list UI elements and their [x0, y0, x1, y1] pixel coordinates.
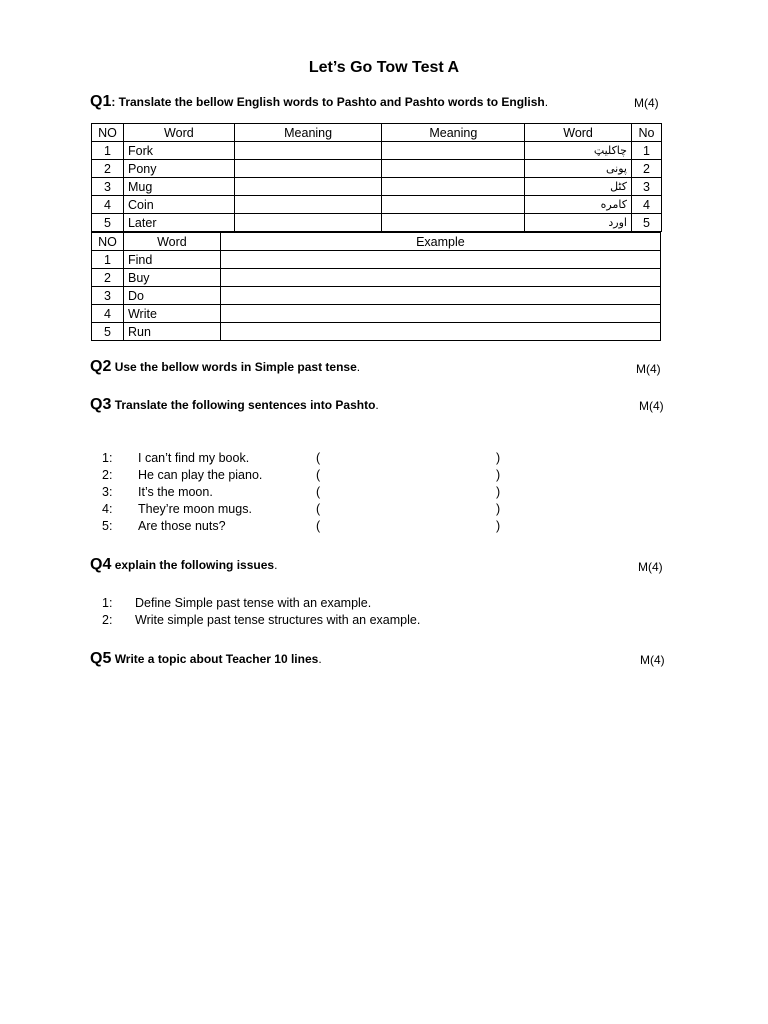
row-word: Later: [123, 214, 234, 232]
item-number: 5:: [102, 519, 113, 533]
q4-heading: [90, 556, 277, 574]
q3-heading: [90, 396, 379, 414]
row-no: 4: [92, 305, 124, 323]
row-no: 3: [631, 178, 661, 196]
q2-heading: [90, 358, 360, 376]
row-no: 4: [631, 196, 661, 214]
sentence-text: I can’t find my book.: [138, 451, 250, 465]
q1-end: .: [544, 95, 549, 109]
q1-text: : Translate the bellow English words to Pashto and Pashto words to English: [111, 95, 545, 109]
sentence-text: He can play the piano.: [138, 468, 263, 482]
row-no: 1: [92, 251, 124, 269]
close-paren: ): [496, 451, 501, 465]
row-word: Mug: [123, 178, 234, 196]
row-pashto-word: اورد: [525, 214, 632, 232]
table-row: [92, 214, 662, 232]
open-paren: (: [316, 485, 321, 499]
answer-cell[interactable]: [234, 178, 382, 196]
q4-text: explain the following issues: [114, 558, 275, 572]
q2-marks: M(4): [636, 362, 661, 376]
q3-sentence-list: [102, 450, 522, 535]
q3-end: .: [375, 398, 379, 412]
list-item: [102, 501, 522, 518]
answer-cell[interactable]: [234, 142, 382, 160]
example-cell[interactable]: [220, 251, 660, 269]
list-item: [102, 595, 522, 612]
table-row: [92, 178, 662, 196]
open-paren: (: [316, 468, 321, 482]
answer-cell[interactable]: [382, 196, 525, 214]
translation-table: [91, 123, 662, 232]
answer-cell[interactable]: [234, 214, 382, 232]
table-header-row: [92, 124, 662, 142]
q2-label: Q2: [90, 358, 112, 375]
item-number: 1:: [102, 596, 113, 610]
row-no: 5: [92, 323, 124, 341]
header-example: Example: [220, 233, 660, 251]
sentence-text: It’s the moon.: [138, 485, 213, 499]
close-paren: ): [496, 485, 501, 499]
header-no: NO: [92, 233, 124, 251]
row-word: Pony: [123, 160, 234, 178]
header-no: NO: [92, 124, 124, 142]
table-row: [92, 323, 661, 341]
row-word: Write: [123, 305, 220, 323]
row-word: Fork: [123, 142, 234, 160]
table-header-row: [92, 233, 661, 251]
close-paren: ): [496, 502, 501, 516]
q1-label: Q1: [90, 93, 112, 110]
q4-end: .: [274, 558, 278, 572]
item-number: 3:: [102, 485, 113, 499]
item-number: 4:: [102, 502, 113, 516]
row-word: Buy: [123, 269, 220, 287]
q4-item-list: [102, 595, 522, 629]
close-paren: ): [496, 519, 501, 533]
header-meaning: Meaning: [234, 124, 382, 142]
row-pashto-word: کٹل: [525, 178, 632, 196]
answer-cell[interactable]: [382, 214, 525, 232]
list-item: [102, 467, 522, 484]
header-meaning: Meaning: [382, 124, 525, 142]
row-no: 5: [631, 214, 661, 232]
row-pashto-word: پونی: [525, 160, 632, 178]
open-paren: (: [316, 502, 321, 516]
q5-end: .: [318, 652, 322, 666]
q2-end: .: [356, 360, 361, 374]
row-word: Run: [123, 323, 220, 341]
row-no: 2: [631, 160, 661, 178]
item-text: Write simple past tense structures with an example.: [135, 613, 421, 627]
row-word: Coin: [123, 196, 234, 214]
row-pashto-word: چاکلیټ: [525, 142, 632, 160]
q4-label: Q4: [90, 556, 112, 573]
table-row: [92, 142, 662, 160]
list-item: [102, 450, 522, 467]
q5-marks: M(4): [640, 653, 665, 667]
open-paren: (: [316, 451, 321, 465]
row-no: 4: [92, 196, 124, 214]
q5-label: Q5: [90, 650, 112, 667]
answer-cell[interactable]: [234, 160, 382, 178]
q1-marks: M(4): [634, 96, 659, 110]
q2-text: Use the bellow words in Simple past tense: [114, 360, 357, 374]
sentence-text: Are those nuts?: [138, 519, 226, 533]
table-row: [92, 251, 661, 269]
q4-marks: M(4): [638, 560, 663, 574]
close-paren: ): [496, 468, 501, 482]
row-no: 2: [92, 160, 124, 178]
row-no: 3: [92, 178, 124, 196]
table-row: [92, 196, 662, 214]
q3-label: Q3: [90, 396, 112, 413]
row-word: Find: [123, 251, 220, 269]
q3-marks: M(4): [639, 399, 664, 413]
item-number: 1:: [102, 451, 113, 465]
q3-text: Translate the following sentences into Pashto: [114, 398, 376, 412]
table-row: [92, 287, 661, 305]
row-no: 3: [92, 287, 124, 305]
answer-cell[interactable]: [234, 196, 382, 214]
example-cell[interactable]: [220, 269, 660, 287]
example-cell[interactable]: [220, 287, 660, 305]
header-word: Word: [123, 124, 234, 142]
header-no: No: [631, 124, 661, 142]
item-number: 2:: [102, 468, 113, 482]
list-item: [102, 612, 522, 629]
list-item: [102, 484, 522, 501]
item-text: Define Simple past tense with an example.: [135, 596, 372, 610]
answer-cell[interactable]: [382, 142, 525, 160]
row-no: 5: [92, 214, 124, 232]
q5-heading: [90, 650, 322, 668]
sentence-text: They’re moon mugs.: [138, 502, 252, 516]
answer-cell[interactable]: [382, 160, 525, 178]
row-pashto-word: کامره: [525, 196, 632, 214]
table-row: [92, 160, 662, 178]
example-cell[interactable]: [220, 305, 660, 323]
row-word: Do: [123, 287, 220, 305]
table-row: [92, 269, 661, 287]
row-no: 1: [92, 142, 124, 160]
open-paren: (: [316, 519, 321, 533]
row-no: 1: [631, 142, 661, 160]
row-no: 2: [92, 269, 124, 287]
header-word: Word: [123, 233, 220, 251]
example-cell[interactable]: [220, 323, 660, 341]
item-number: 2:: [102, 613, 113, 627]
header-word: Word: [525, 124, 632, 142]
q5-text: Write a topic about Teacher 10 lines: [114, 652, 319, 666]
q1-heading: [90, 93, 548, 111]
table-row: [92, 305, 661, 323]
answer-cell[interactable]: [382, 178, 525, 196]
example-table: [91, 232, 661, 341]
page-title: Let’s Go Tow Test A: [308, 59, 460, 76]
list-item: [102, 518, 522, 535]
